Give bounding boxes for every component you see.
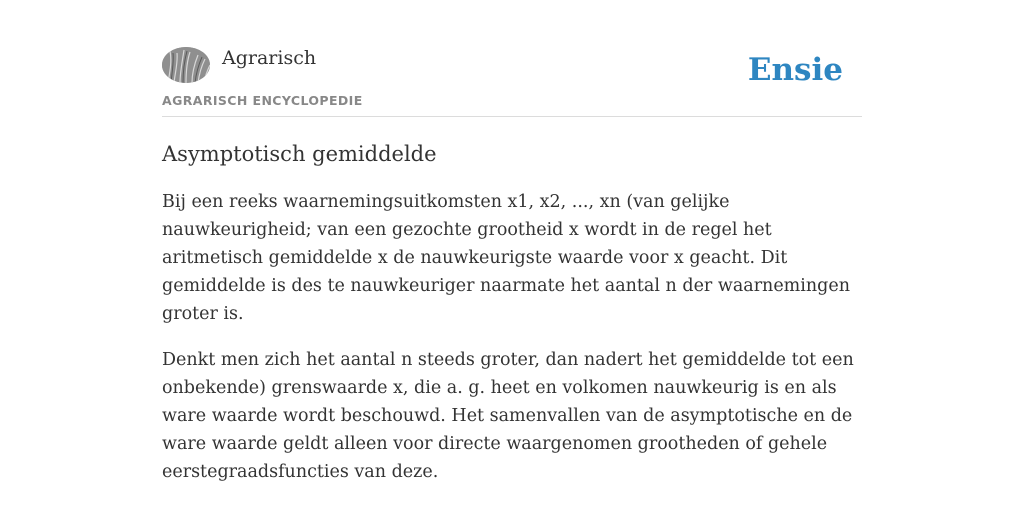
source-header [162, 46, 862, 117]
article-title: Asymptotisch gemiddelde [162, 142, 437, 166]
wheat-icon [162, 47, 210, 83]
brand-logo-link[interactable]: Ensie [747, 52, 843, 88]
source-avatar[interactable] [162, 47, 210, 83]
article-paragraph-1: Bij een reeks waarnemingsuitkomsten x1, x2, ..., xn (van gelijke nauwkeurigheid; van een gezochte grootheid x wordt in de regel het aritmetisch gemiddelde x de nauwkeurigste waarde voor x geacht. Dit gemiddelde is des te nauwkeuriger naarmate het aantal n der waarnemingen groter is. [162, 192, 850, 324]
source-name[interactable]: Agrarisch [222, 47, 317, 69]
source-subtitle: AGRARISCH ENCYCLOPEDIE [162, 93, 363, 108]
article [162, 138, 862, 504]
article-paragraph-2: Denkt men zich het aantal n steeds groter, dan nadert het gemiddelde tot een onbekende) grenswaarde x, die a. g. heet en volkomen nauwkeurig is en als ware waarde wordt beschouwd. Het samenvallen van de asymptotische en de ware waarde geldt alleen voor directe waargenomen grootheden of gehele eerstegraadsfuncties van deze. [162, 350, 854, 482]
